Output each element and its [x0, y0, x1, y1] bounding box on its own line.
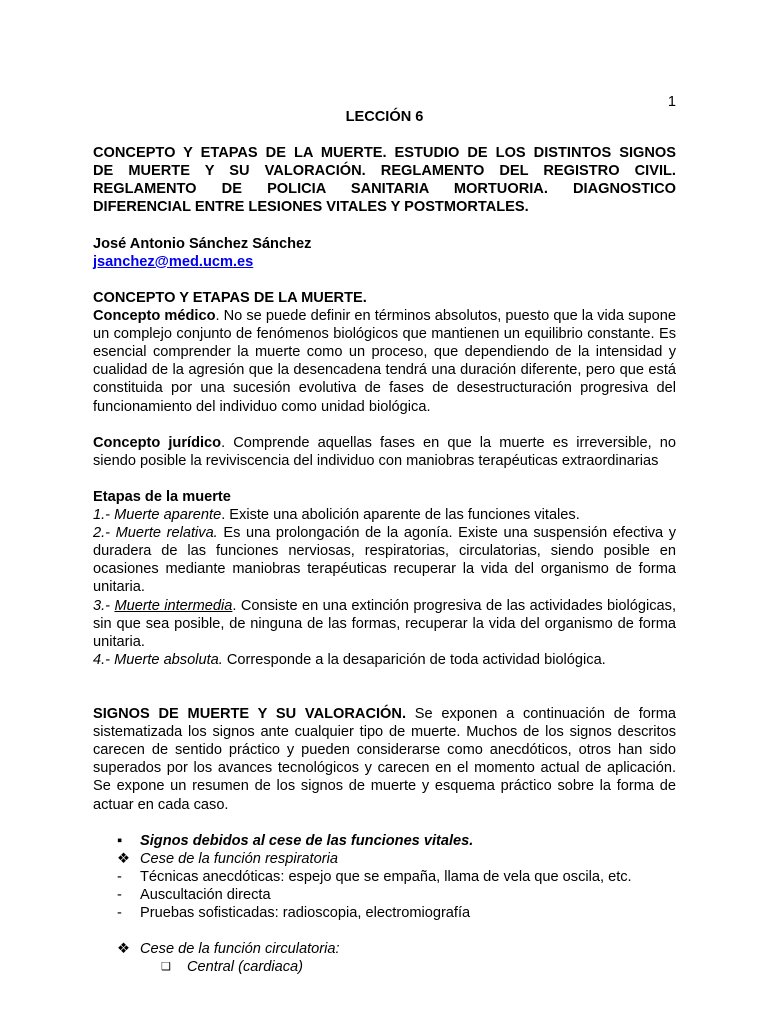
etapa-name: Muerte absoluta. — [114, 651, 223, 668]
diamond-bullet-icon: ❖ — [117, 850, 131, 867]
subject-line: CONCEPTO Y ETAPAS DE LA MUERTE. ESTUDIO DE LOS DISTINTOS SIGNOS — [93, 145, 676, 162]
bullet-text: Cese de la función respiratoria — [140, 850, 338, 867]
list-item — [93, 868, 676, 886]
checkbox-bullet-icon: ❑ — [161, 961, 171, 974]
etapa-number: 1.- — [93, 507, 115, 524]
signos-paragraph — [93, 705, 676, 814]
list-item — [93, 940, 676, 958]
etapa-name: Muerte intermedia — [114, 597, 233, 614]
etapa-name: Muerte aparente — [114, 507, 222, 524]
lesson-title: LECCIÓN 6 — [345, 109, 424, 125]
etapa-text: Corresponde a la desaparición de toda actividad biológica. — [222, 651, 606, 668]
author-email-link[interactable]: jsanchez@med.ucm.es — [93, 253, 254, 270]
page-number: 1 — [667, 94, 676, 110]
concepto-juridico-text: . Comprende aquellas fases en que la muerte es irreversible, no siendo posible la reviviscencia del individuo con maniobras terapéuticas extraordinarias — [93, 434, 677, 469]
etapas-heading: Etapas de la muerte — [93, 488, 231, 505]
bullet-text: Técnicas anecdóticas: espejo que se empaña, llama de vela que oscila, etc. — [140, 868, 632, 885]
signos-heading: SIGNOS DE MUERTE Y SU VALORACIÓN. — [93, 706, 406, 723]
etapa-item — [93, 524, 676, 596]
section-heading: CONCEPTO Y ETAPAS DE LA MUERTE. — [93, 289, 367, 306]
dash-bullet-icon: - — [117, 868, 122, 885]
etapa-item — [93, 506, 676, 524]
bullet-text: Cese de la función circulatoria: — [140, 941, 340, 958]
etapa-number: 3.- — [93, 597, 115, 614]
etapa-text: Es una prolongación de la agonía. Existe una suspensión efectiva y duradera de las funciones nerviosas, respiratorias, circulatorias, siendo posible en ocasiones mediante maniobras terapéuticas recuperar la vida del organismo de forma unitaria. — [93, 525, 676, 596]
dash-bullet-icon: - — [117, 905, 122, 922]
subject-line: DE MUERTE Y SU VALORACIÓN. REGLAMENTO DEL REGISTRO CIVIL. — [93, 163, 676, 180]
concepto-juridico-label: Concepto jurídico — [93, 434, 222, 451]
subject-line: DIFERENCIAL ENTRE LESIONES VITALES Y POSTMORTALES. — [93, 199, 529, 216]
lesson-subject — [93, 144, 676, 216]
square-bullet-icon: ▪ — [117, 832, 123, 849]
list-item — [93, 832, 676, 850]
diamond-bullet-icon: ❖ — [117, 941, 131, 958]
concepto-medico-label: Concepto médico — [93, 308, 216, 325]
bullet-text: Pruebas sofisticadas: radioscopia, electromiografía — [140, 905, 471, 922]
bullet-text: Signos debidos al cese de las funciones vitales. — [140, 832, 474, 849]
subject-line: REGLAMENTO DE POLICIA SANITARIA MORTUORIA. DIAGNOSTICO — [93, 181, 676, 198]
list-item — [93, 850, 676, 868]
signos-intro: Se exponen a continuación de forma sistematizada los signos ante cualquier tipo de muerte. Muchos de los signos descritos carecen de sentido práctico y pueden considerarse como anecdóticos, otros han sido superados por los avances tecnológicos y carecen en el momento actual de aplicación. Se expone un resumen de los signos de muerte y esquema práctico sobre la forma de actuar en cada caso. — [93, 706, 676, 813]
concepto-medico-paragraph — [93, 307, 676, 416]
document-body — [93, 108, 676, 977]
dash-bullet-icon: - — [117, 887, 122, 904]
etapa-item — [93, 597, 676, 651]
etapa-item — [93, 651, 676, 669]
bullet-text: Central (cardiaca) — [187, 959, 303, 976]
etapa-text: . Existe una abolición aparente de las funciones vitales. — [221, 507, 580, 524]
bullet-text: Auscultación directa — [140, 887, 271, 904]
etapa-number: 4.- — [93, 651, 115, 668]
list-item — [93, 958, 676, 976]
author-name: José Antonio Sánchez Sánchez — [93, 235, 312, 252]
concepto-juridico-paragraph — [93, 434, 676, 470]
list-item — [93, 886, 676, 904]
list-item — [93, 904, 676, 922]
concepto-medico-text: . No se puede definir en términos absolutos, puesto que la vida supone un complejo conjunto de fenómenos biológicos que mantienen un equilibrio constante. Es esencial comprender la muerte como un proceso, que dependiendo de la intensidad y cualidad de la agresión que la desencadena tendrá una duración diferente, pero que está constituida por una sucesión evolutiva de fases de desestructuración progresiva del funcionamiento del individuo como unidad biológica. — [93, 308, 676, 415]
etapa-name: Muerte relativa. — [115, 525, 218, 542]
etapa-text: . Consiste en una extinción progresiva de las actividades biológicas, sin que sea posible, de ninguna de las formas, recuperar la vida del organismo de forma unitaria. — [93, 597, 676, 650]
etapa-number: 2.- — [93, 525, 116, 542]
